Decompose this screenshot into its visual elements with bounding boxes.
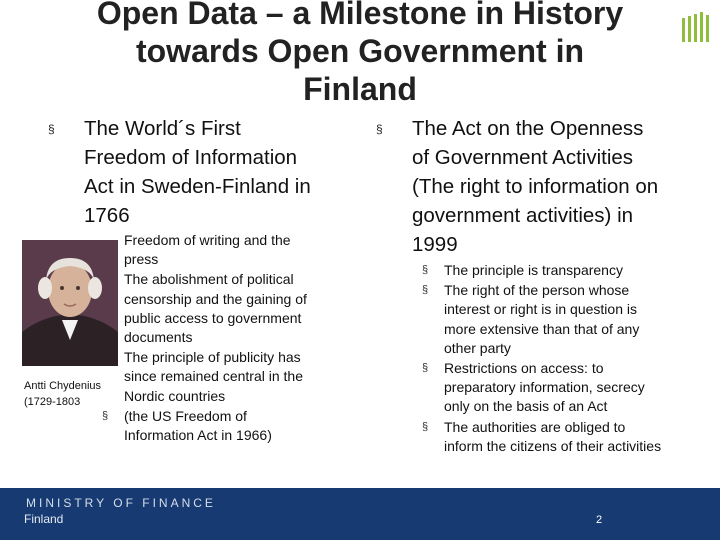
bullet-line: (The right to information on [412,175,659,198]
main-bullet-right [376,114,716,259]
sub-item-line: The right of the person whose [444,282,630,299]
sub-item-line: Freedom of writing and the [124,232,291,248]
sub-item-line: press [124,251,159,268]
ministry-logo-icon [682,12,712,42]
sub-item [420,261,710,280]
sub-item-line: interest or right is in question is [444,301,637,318]
sub-item [420,281,710,358]
bullet-marker: § [102,409,109,422]
page-number: 2 [596,514,603,526]
sub-item-line: censorship and the gaining of [124,290,307,307]
sub-item-line: inform the citizens of their activities [444,437,662,454]
bullet-line: Act in Sweden-Finland in [84,175,311,198]
main-bullet-left [48,114,368,230]
sub-item-line: since remained central in the [124,368,303,385]
sub-item-line: Information Act in 1966) [124,427,272,444]
sub-item-line: Nordic countries [124,387,226,404]
sub-item [100,348,340,406]
bullet-line: 1999 [412,233,458,256]
sub-item-line: other party [444,339,511,356]
sub-item-line: preparatory information, secrecy [444,379,645,396]
caption-line: Antti Chydenius [24,380,102,392]
sub-item [100,407,340,445]
bullet-marker: § [422,420,429,433]
title-line: Open Data – a Milestone in History [96,0,624,31]
bullet-line: The World´s First [84,117,241,140]
bullet-marker: § [422,362,429,375]
sub-item-line: only on the basis of an Act [444,398,608,415]
sub-item-line: Restrictions on access: to [444,360,604,377]
sub-item-line: more extensive than that of any [444,320,640,337]
sub-item-line: The principle is transparency [444,262,623,278]
title-line: Finland [303,71,417,107]
sub-item-line: (the US Freedom of [124,407,247,424]
bullet-line: The Act on the Openness [412,117,644,140]
slide-title [40,0,680,108]
sub-item-line: The authorities are obliged to [444,418,626,435]
right-sub-list [420,261,710,457]
sub-item-line: documents [124,329,193,346]
title-line: towards Open Government in [135,33,585,69]
bullet-line: Freedom of Information [84,146,298,169]
country-name: Finland [24,512,64,526]
caption-line: (1729-1803 [24,396,81,408]
bullet-marker: § [422,284,429,297]
sub-item-line: public access to government [124,309,302,326]
bullet-marker: § [376,122,383,136]
bullet-line: of Government Activities [412,146,634,169]
sub-item [100,231,340,269]
right-column [376,114,716,259]
sub-item [100,270,340,347]
sub-item-line: The abolishment of political [124,271,294,288]
bullet-line: 1766 [84,204,130,227]
bullet-line: government activities) in [412,204,634,227]
sub-item [420,418,710,456]
bullet-marker: § [48,122,55,136]
left-sub-list [100,231,340,446]
ministry-name: MINISTRY OF FINANCE [26,496,216,510]
left-column [48,114,368,230]
footer-bar [0,488,720,540]
sub-item-line: The principle of publicity has [124,349,301,366]
bullet-marker: § [422,264,429,276]
sub-item [420,359,710,417]
